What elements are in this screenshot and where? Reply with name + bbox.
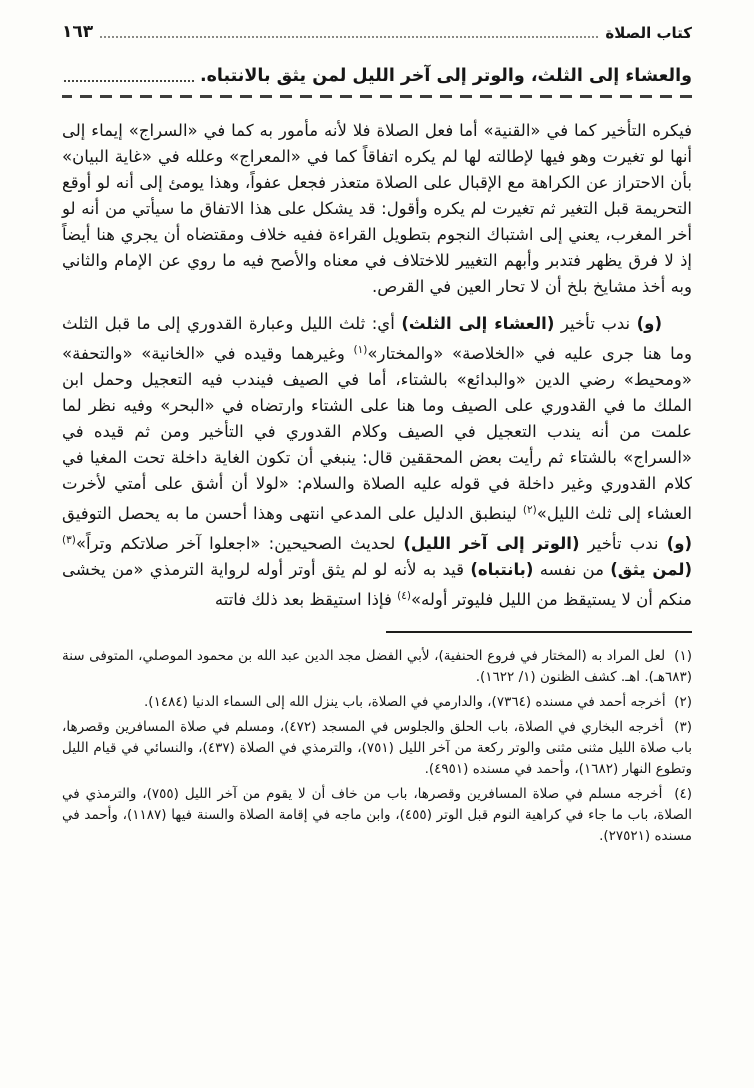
page-header (62, 22, 692, 42)
text-run: لينطبق الدليل على المدعي انتهى وهذا أحسن ما به يحصل التوفيق (62, 504, 523, 523)
page-number: ١٦٣ (62, 22, 94, 42)
body-paragraph (62, 311, 692, 613)
footnote-text: لعل المراد به (المختار في فروع الحنفية)، لأبي الفضل مجد الدين عبد الله بن محمود الموصلي، المتوفى سنة (٦٨٣هـ). اهـ. كشف الظنون (١/ ١٦٢٢). (62, 648, 692, 685)
footnote-marker: (١) (353, 344, 368, 356)
heading-dotted-leader (64, 80, 194, 82)
footnote-marker: (٢) (522, 504, 537, 516)
footnote-number: (٢) (674, 694, 692, 710)
footnote-number: (٤) (674, 786, 693, 802)
footnote-item (62, 692, 692, 713)
bold-text-run: (و) (636, 314, 662, 333)
footnotes-section (62, 646, 692, 847)
text-run: ندب تأخير (579, 534, 667, 553)
text-run: وغيرهما وقيده في «الخانية» «والتحفة» «ومحيط» رضي الدين «والبدائع» بالشتاء، أما في الصيف فيندب فيه التعجيل وحمل ابن الملك ما في القدوري على الصيف وما هنا على الشتاء وارتضاه في «البحر» وفيه نظر لما علمت من أنه يندب التعجيل في الصيف وكلام القدوري في التأخير ومن ثم قيده في «السراج» بالشتاء ثم رأيت بعض المحققين قال: ينبغي أن تكون الغاية داخلة تحت المغيا في كلام القدوري وغير داخلة في قوله عليه الصلاة والسلام: «لولا أن أشق على أمتي لأخرت العشاء إلى ثلث الليل» (62, 344, 692, 523)
footnote-text: أخرجه البخاري في الصلاة، باب الحلق والجلوس في المسجد (٤٧٢)، ومسلم في صلاة المسافرين وقصرها، باب صلاة الليل مثنى مثنى والوتر ركعة من آخر الليل (٧٥١)، والترمذي في الصلاة (٤٣٧)، والنسائي في قيام الليل وتطوع النهار (١٦٨٢)، وأحمد في مسنده (٤٩٥١). (62, 719, 692, 777)
footnote-item (62, 646, 692, 688)
bold-text-run: (الوتر إلى آخر الليل) (403, 534, 580, 553)
text-run: أي: ثلث الليل وعبارة القدوري إلى ما قبل الثلث وما هنا جرى عليه في «الخلاصة» «والمختار» (62, 314, 692, 363)
bold-text-run: (لمن يثق) (610, 560, 692, 579)
text-run: قيد به لأنه لو لم يثق أوتر أوله لرواية الترمذي «من يخشى منكم أن لا يستيقظ من الليل فليوتر أوله» (62, 560, 692, 609)
text-run: فيكره التأخير كما في «القنية» أما فعل الصلاة فلا لأنه مأمور به كما في «السراج» إيماء إلى أنها لو تغيرت وهو فيها لإطالته لها لم يكره اتفاقاً كما في «المعراج» وعلله في «غاية البيان» بأن الاحتراز عن الكراهة مع الإقبال على الصلاة متعذر فجعل عفواً، وهذا يومئ إلى أنه لو أوقع التحريمة قبل التغير ثم تغيرت لم يكره وأقول: قد يشكل على هذا الاتفاق ما سيأتي من أنه لو أخر المغرب، يعني إلى اشتباك النجوم بتطويل القراءة ففيه خلاف ومقتضاه أن يجري هنا أيضاً إذ لا فرق يظهر فتدبر وأبهم التغيير للاختلاف في معناه والأصح فيه ما روي عن الإمام والثاني وبه أخذ مشايخ بلخ أن لا تحار العين في القرص. (62, 121, 692, 296)
footnote-marker: (٤) (397, 590, 411, 602)
footnote-item (62, 717, 692, 780)
dashed-separator (62, 95, 692, 98)
text-run: لحديث الصحيحين: «اجعلوا آخر صلاتكم وتراً» (75, 534, 404, 553)
footnote-separator (386, 631, 692, 633)
text-run: من نفسه (533, 560, 611, 579)
text-run: ندب تأخير (554, 314, 637, 333)
footnote-marker: (٣) (62, 534, 76, 546)
section-heading-text: والعشاء إلى الثلث، والوتر إلى آخر الليل لمن يثق بالانتباه. (199, 66, 692, 86)
footnote-number: (١) (674, 648, 692, 664)
section-heading (62, 66, 692, 86)
bold-text-run: (بانتباه) (470, 560, 534, 579)
footnote-number: (٣) (674, 719, 692, 735)
bold-text-run: (و) (666, 534, 692, 553)
book-title: كتاب الصلاة (605, 24, 692, 42)
text-run: فإذا استيقظ بعد ذلك فاتته (214, 590, 398, 609)
header-dotted-leader (100, 36, 598, 38)
footnote-item (62, 784, 692, 847)
bold-text-run: (العشاء إلى الثلث) (401, 314, 555, 333)
body-text (62, 118, 692, 613)
body-paragraph (62, 118, 692, 300)
footnote-text: أخرجه أحمد في مسنده (٧٣٦٤)، والدارمي في الصلاة، باب ينزل الله إلى السماء الدنيا (١٤٨٤). (144, 694, 675, 710)
footnote-text: أخرجه مسلم في صلاة المسافرين وقصرها، باب من خاف أن لا يقوم من آخر الليل (٧٥٥)، والترمذي في الصلاة، باب ما جاء في كراهية النوم قبل الوتر (٤٥٥)، وابن ماجه في إقامة الصلاة والسنة فيها (١١٨٧)، وأحمد في مسنده (٢٧٥٢١). (62, 786, 692, 844)
